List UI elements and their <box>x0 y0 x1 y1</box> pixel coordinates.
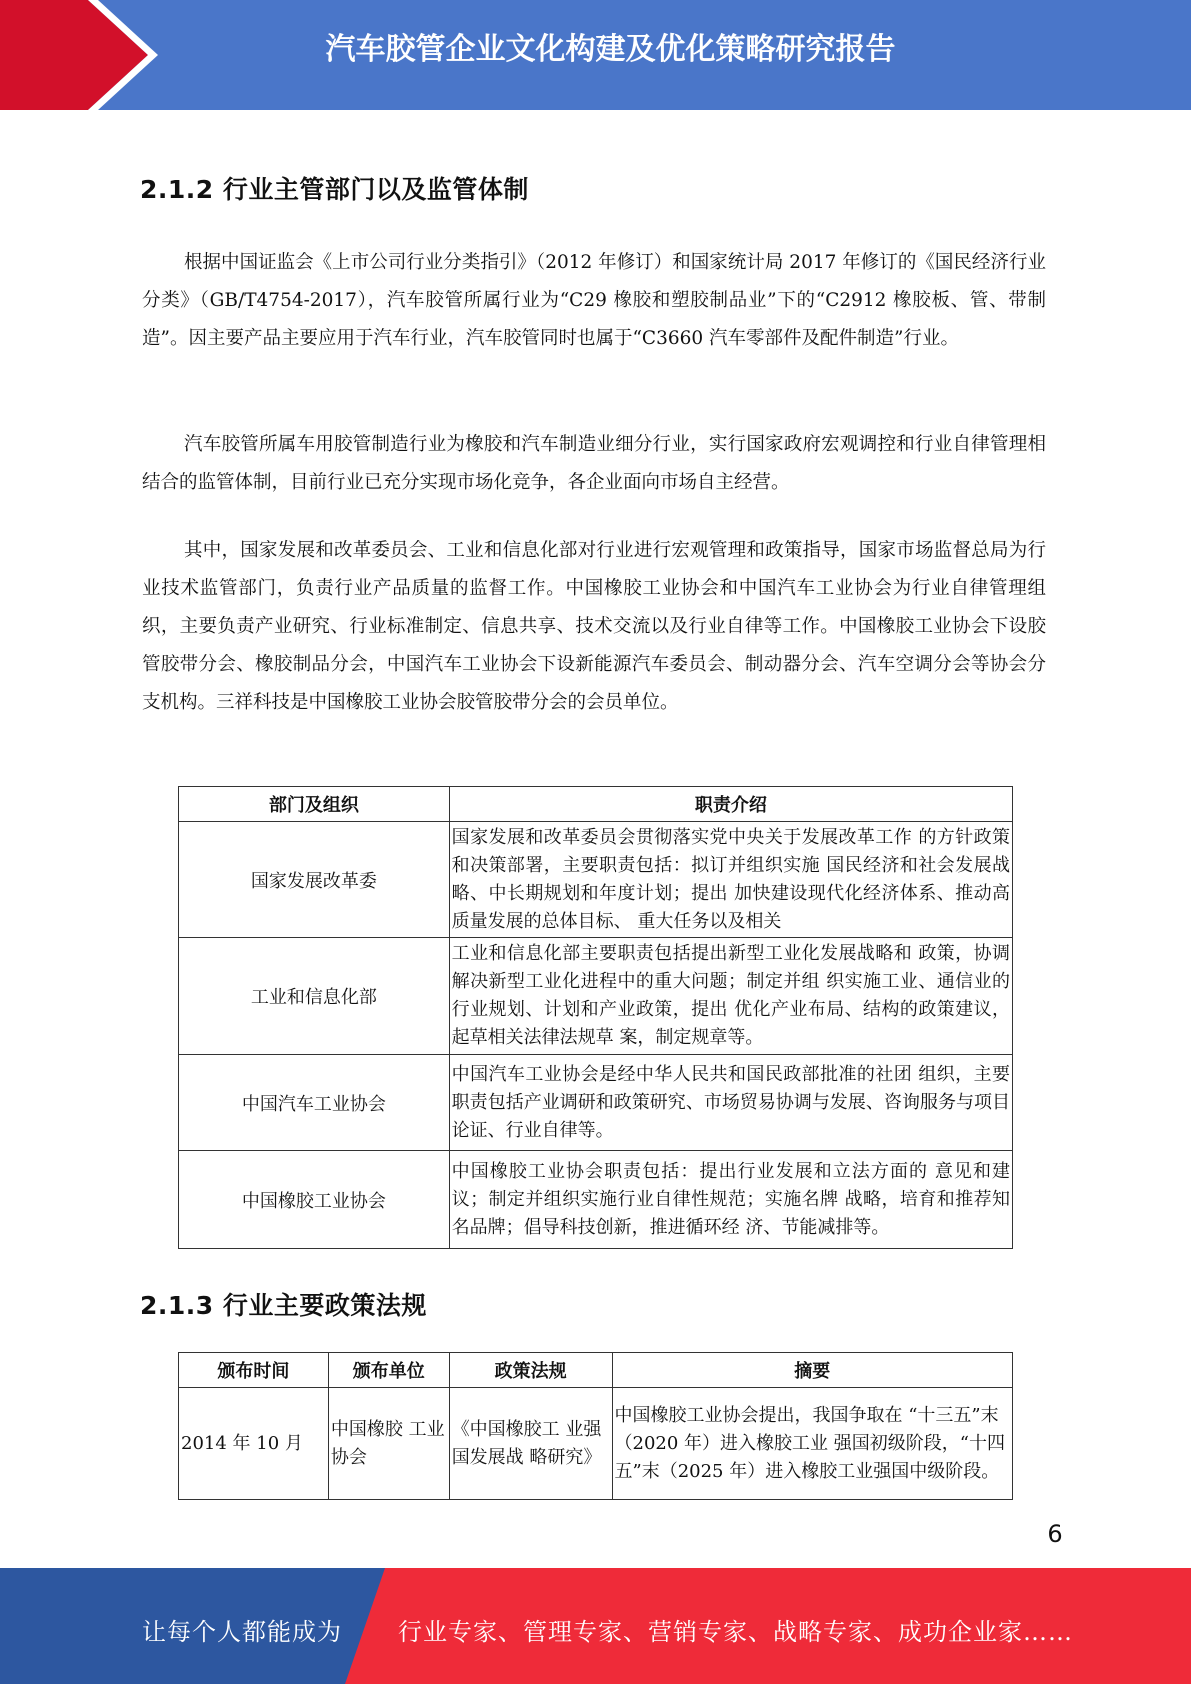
department-name: 国家发展改革委 <box>179 822 450 938</box>
table-header-row <box>179 1353 1013 1388</box>
department-name: 中国汽车工业协会 <box>179 1055 450 1151</box>
column-header: 颁布时间 <box>179 1353 329 1388</box>
page-header <box>0 0 1191 110</box>
table-row <box>179 822 1013 938</box>
policy-organization: 中国橡胶 工业协会 <box>328 1388 449 1500</box>
column-header: 部门及组织 <box>179 787 450 822</box>
column-header: 摘要 <box>612 1353 1013 1388</box>
policy-name: 《中国橡胶工 业强国发展战 略研究》 <box>449 1388 612 1500</box>
table-row <box>179 938 1013 1055</box>
column-header: 颁布单位 <box>328 1353 449 1388</box>
policy-summary: 中国橡胶工业协会提出，我国争取在 “十三五”末（2020 年）进入橡胶工业 强国初级阶段，“十四五”末（2025 年）进入橡胶工业强国中级阶段。 <box>612 1388 1013 1500</box>
policy-regulation-table <box>178 1352 1013 1500</box>
department-name: 中国橡胶工业协会 <box>179 1151 450 1249</box>
policy-date: 2014 年 10 月 <box>179 1388 329 1500</box>
body-paragraph-1: 根据中国证监会《上市公司行业分类指引》（2012 年修订）和国家统计局 2017 年修订的《国民经济行业分类》（GB/T4754-2017），汽车胶管所属行业为“C29 橡胶和塑胶制品业”下的“C2912 橡胶板、管、带制造”。因主要产品主要应用于汽车行业，汽车胶管同时也属于“C3660 汽车零部件及配件制造”行业。 <box>142 252 1046 349</box>
page-number: 6 <box>1047 1520 1063 1548</box>
footer-slogan-left: 让每个人都能成为 <box>142 1618 342 1646</box>
footer-slogan-right: 行业专家、管理专家、营销专家、战略专家、成功企业家…… <box>398 1618 1073 1646</box>
department-responsibility-table <box>178 786 1013 1249</box>
column-header: 职责介绍 <box>449 787 1012 822</box>
department-description: 国家发展和改革委员会贯彻落实党中央关于发展改革工作 的方针政策和决策部署，主要职责包括：拟订并组织实施 国民经济和社会发展战略、中长期规划和年度计划；提出 加快建设现代化经济体系、推动高质量发展的总体目标、 重大任务以及相关 <box>449 822 1012 938</box>
section-heading-2-1-3: 2.1.3 行业主要政策法规 <box>140 1291 427 1320</box>
table-row <box>179 1151 1013 1249</box>
table-row <box>179 1388 1013 1500</box>
document-title: 汽车胶管企业文化构建及优化策略研究报告 <box>325 32 896 67</box>
table-header-row <box>179 787 1013 822</box>
department-description: 中国汽车工业协会是经中华人民共和国民政部批准的社团 组织，主要职责包括产业调研和政策研究、市场贸易协调与发展、咨询服务与项目论证、行业自律等。 <box>449 1055 1012 1151</box>
table-row <box>179 1055 1013 1151</box>
body-paragraph-3: 其中，国家发展和改革委员会、工业和信息化部对行业进行宏观管理和政策指导，国家市场监督总局为行业技术监管部门，负责行业产品质量的监督工作。中国橡胶工业协会和中国汽车工业协会为行业自律管理组织，主要负责产业研究、行业标准制定、信息共享、技术交流以及行业自律等工作。中国橡胶工业协会下设胶管胶带分会、橡胶制品分会，中国汽车工业协会下设新能源汽车委员会、制动器分会、汽车空调分会等协会分支机构。三祥科技是中国橡胶工业协会胶管胶带分会的会员单位。 <box>142 540 1046 713</box>
column-header: 政策法规 <box>449 1353 612 1388</box>
department-description: 工业和信息化部主要职责包括提出新型工业化发展战略和 政策，协调解决新型工业化进程中的重大问题；制定并组 织实施工业、通信业的行业规划、计划和产业政策，提出 优化产业布局、结构的政策建议，起草相关法律法规草 案，制定规章等。 <box>449 938 1012 1055</box>
body-paragraph-2: 汽车胶管所属车用胶管制造行业为橡胶和汽车制造业细分行业，实行国家政府宏观调控和行业自律管理相结合的监管体制，目前行业已充分实现市场化竞争，各企业面向市场自主经营。 <box>142 434 1046 493</box>
department-description: 中国橡胶工业协会职责包括：提出行业发展和立法方面的 意见和建议；制定并组织实施行业自律性规范；实施名牌 战略，培育和推荐知名品牌；倡导科技创新，推进循环经 济、节能减排等。 <box>449 1151 1012 1249</box>
department-name: 工业和信息化部 <box>179 938 450 1055</box>
section-heading-2-1-2: 2.1.2 行业主管部门以及监管体制 <box>140 175 529 204</box>
